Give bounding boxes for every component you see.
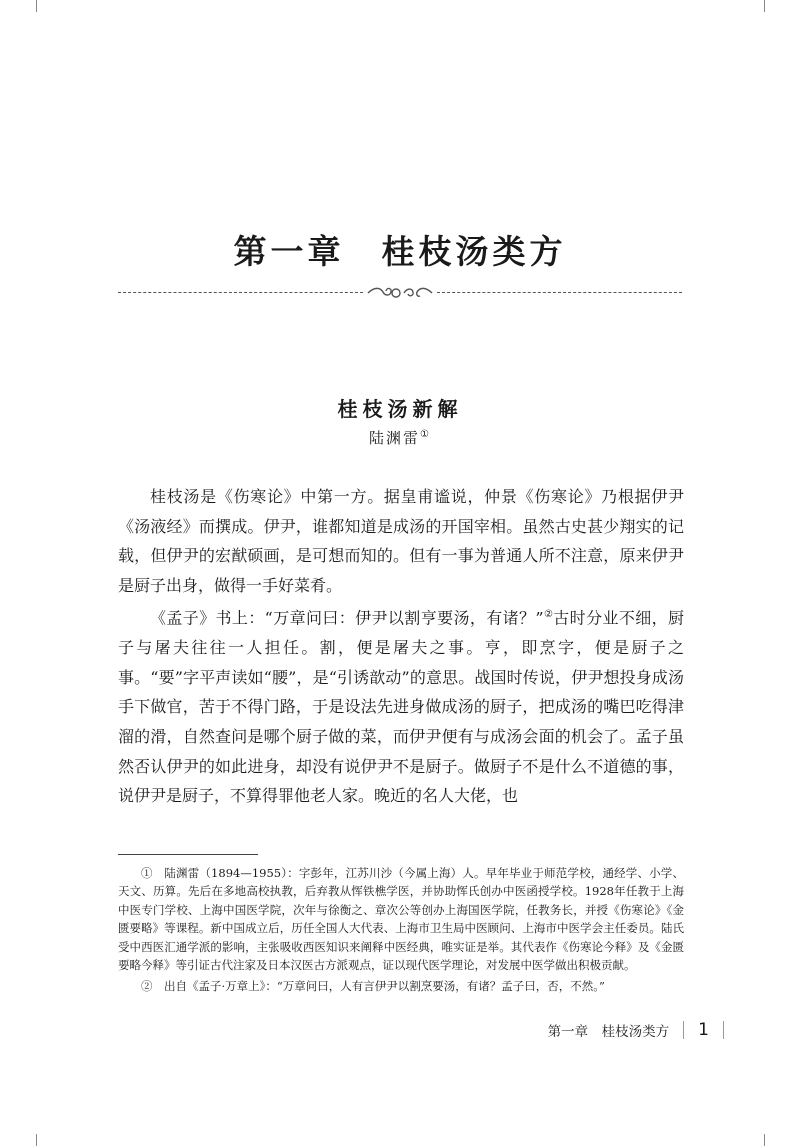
paragraph: 桂枝汤是《伤寒论》中第一方。据皇甫谧说，仲景《伤寒论》乃根据伊尹《汤液经》而撰成。伊尹，谁都知道是成汤的开国宰相。虽然古史甚少翔实的记载，但伊尹的宏猷硕画，是可想而知的。但有一事为普通人所不注意，原来伊尹是厨子出身，做得一手好菜肴。 [118,487,684,595]
crop-mark [764,1134,765,1146]
ornamental-divider [118,283,682,303]
footnote-mark: ② [543,609,554,621]
running-title: 第一章 桂枝汤类方 [547,1024,670,1040]
page-number: 1 [698,1020,709,1040]
author-line [0,427,800,448]
footer-divider [683,1021,684,1039]
page-footer [548,1019,738,1041]
footnote: ① 陆渊雷（1894—1955）：字彭年，江苏川沙（今属上海）人。早年毕业于师范学校，通经学、小学、天文、历算。先后在多地高校执教，后弃教从恽铁樵学医，并协助恽氏创办中医函授学校。1928年任教于上海中医专门学校、上海中国医学院，次年与徐衡之、章次公等创办上海国医学院，任教务长，并授《伤寒论》《金匮要略》等课程。新中国成立后，历任全国人大代表、上海市卫生局中医顾问、上海市中医学会主任委员。陆氏受中西医汇通学派的影响，主张吸收西医知识来阐释中医经典，唯实证是举。其代表作《伤寒论今释》及《金匮要略今释》等引证古代注家及日本汉医古方派观点，证以现代医学理论，对发展中医学做出积极贡献。 [118,866,684,973]
section-title: 桂枝汤新解 [337,397,463,421]
footnote-rule [118,854,258,855]
crop-mark [36,0,37,12]
article-body [118,482,684,811]
footnote: ② 出自《孟子·万章上》：“万章问曰，人有言伊尹以割烹要汤，有诸？孟子曰，否，不然。” [141,979,605,994]
quote-text: 《孟子》书上：“万章问曰：伊尹以割亨要汤，有诸？” [150,608,544,628]
chapter-title: 第一章 桂枝汤类方 [233,232,567,271]
scroll-ornament-icon [366,283,434,303]
footnotes [118,864,684,996]
footnote-mark: ① [420,429,431,440]
crop-mark [36,1134,37,1146]
author-name: 陆渊雷 [369,429,421,447]
footer-divider [723,1021,724,1039]
paragraph-text: 古时分业不细，厨子与屠夫往往一人担任。割，便是屠夫之事。亨，即烹字，便是厨子之事。“要”字平声读如“腰”，是“引诱歆动”的意思。战国时传说，伊尹想投身成汤手下做官，苦于不得门路，于是设法先进身做成汤的厨子，把成汤的嘴巴吃得津溜的滑，自然查问是哪个厨子做的菜，而伊尹便有与成汤会面的机会了。孟子虽然否认伊尹的如此进身，却没有说伊尹不是厨子。做厨子不是什么不道德的事，说伊尹是厨子，不算得罪他老人家。晚近的名人大佬，也 [118,608,684,806]
crop-mark [764,0,765,12]
paragraph [118,600,684,810]
